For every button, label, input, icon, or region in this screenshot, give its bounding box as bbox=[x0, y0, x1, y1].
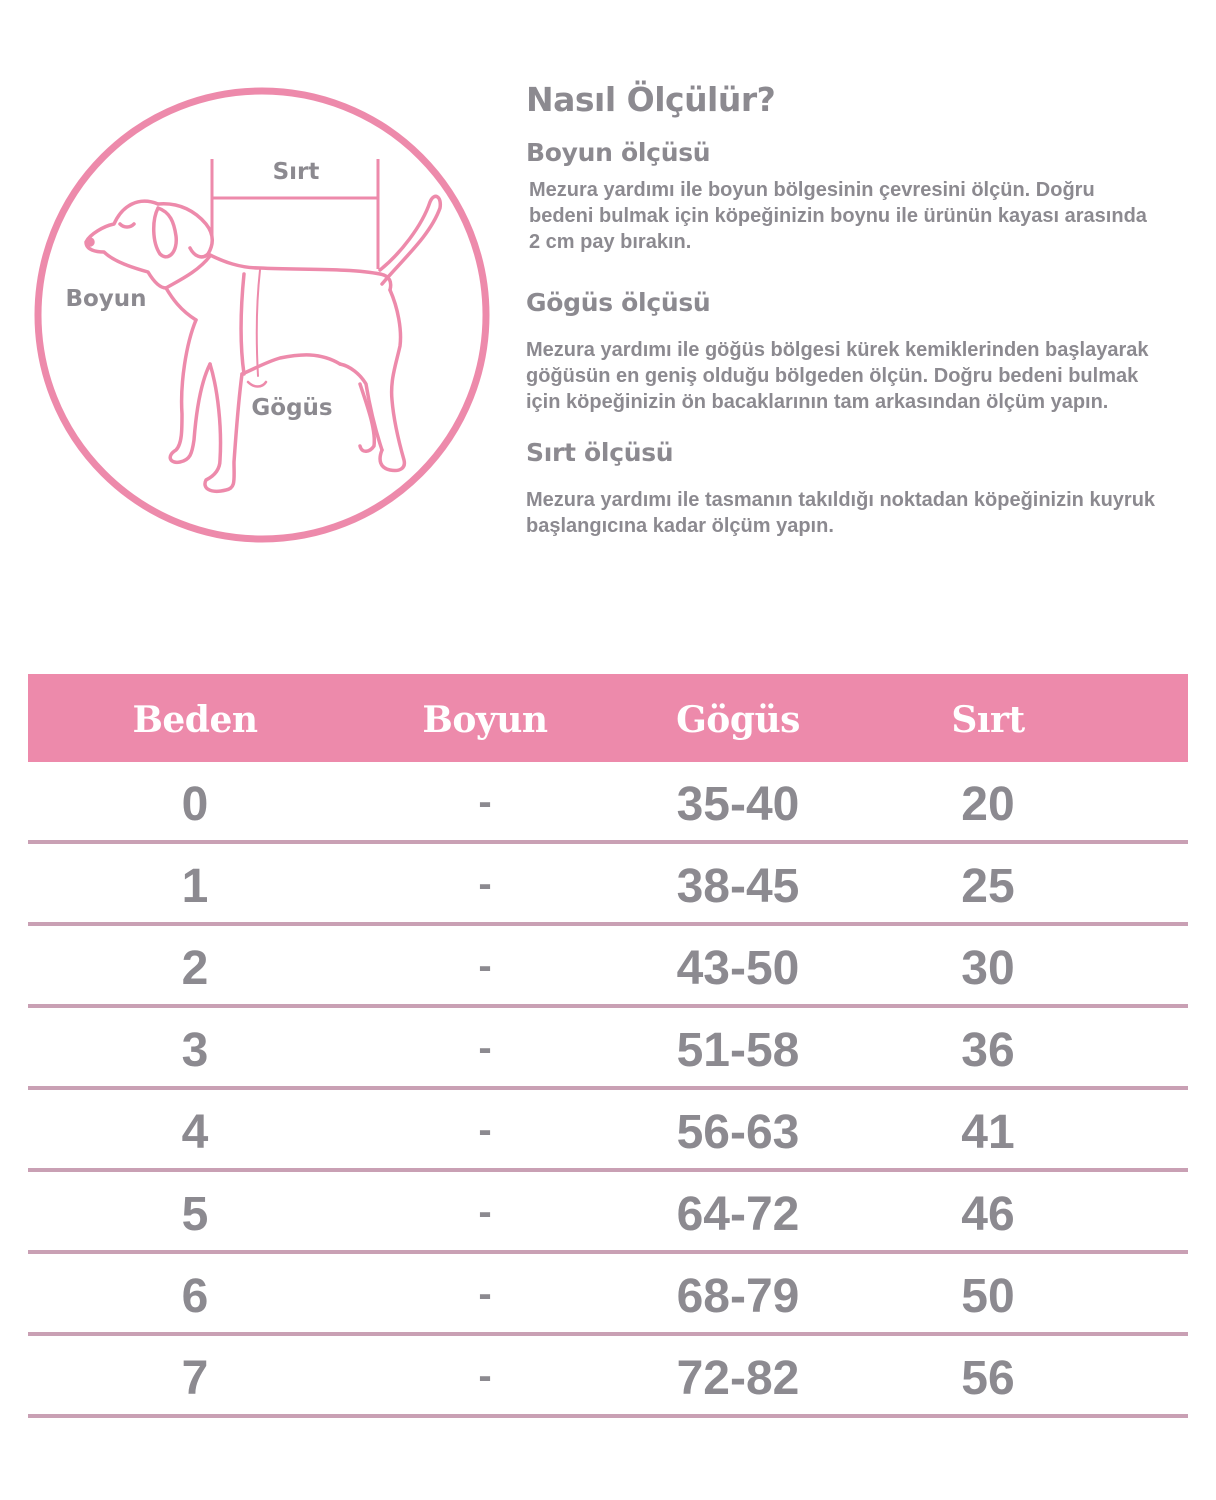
cell-size: 7 bbox=[181, 1352, 209, 1405]
cell-neck: - bbox=[478, 1190, 492, 1234]
cell-neck: - bbox=[478, 862, 492, 906]
cell-chest: 64-72 bbox=[676, 1188, 800, 1241]
cell-chest: 38-45 bbox=[676, 860, 800, 913]
section-text-line: Mezura yardımı ile boyun bölgesinin çevresini ölçün. Doğru bbox=[529, 179, 1095, 201]
section-title: Boyun ölçüsü bbox=[526, 138, 711, 167]
chest-section bbox=[526, 288, 1148, 415]
section-text-line: Mezura yardımı ile göğüs bölgesi kürek kemiklerinden başlayarak bbox=[526, 339, 1149, 361]
dog-outline-icon bbox=[86, 196, 440, 491]
table-row bbox=[28, 1254, 1188, 1336]
section-text-line: göğüsün en geniş olduğu bölgeden ölçün. Doğru bedeni bulmak bbox=[526, 365, 1139, 387]
section-text-line: başlangıcına kadar ölçüm yapın. bbox=[526, 515, 834, 537]
column-header-neck: Boyun bbox=[422, 699, 548, 741]
cell-neck: - bbox=[478, 1272, 492, 1316]
table-row bbox=[28, 1336, 1188, 1418]
table-row bbox=[28, 844, 1188, 926]
table-header bbox=[28, 674, 1188, 762]
size-table bbox=[28, 674, 1188, 1418]
column-header-chest: Gögüs bbox=[676, 699, 800, 741]
dog-measure-illustration bbox=[30, 84, 494, 548]
cell-back: 50 bbox=[961, 1270, 1015, 1323]
neck-section bbox=[526, 138, 1147, 255]
cell-back: 41 bbox=[961, 1106, 1015, 1159]
cell-size: 6 bbox=[181, 1270, 209, 1323]
cell-back: 30 bbox=[961, 942, 1015, 995]
cell-back: 25 bbox=[961, 860, 1015, 913]
section-title: Gögüs ölçüsü bbox=[526, 288, 711, 317]
cell-chest: 56-63 bbox=[676, 1106, 800, 1159]
cell-chest: 35-40 bbox=[676, 778, 800, 831]
page-title: Nasıl Ölçülür? bbox=[526, 80, 776, 119]
cell-chest: 68-79 bbox=[676, 1270, 800, 1323]
cell-neck: - bbox=[478, 1026, 492, 1070]
cell-neck: - bbox=[478, 1354, 492, 1398]
section-text-line: için köpeğinizin ön bacaklarının tam arkasından ölçüm yapın. bbox=[526, 391, 1109, 413]
cell-size: 0 bbox=[181, 778, 209, 831]
table-row bbox=[28, 926, 1188, 1008]
cell-back: 46 bbox=[961, 1188, 1015, 1241]
cell-size: 3 bbox=[181, 1024, 209, 1077]
chest-label: Gögüs bbox=[251, 395, 333, 421]
measurement-diagram bbox=[30, 84, 494, 548]
cell-neck: - bbox=[478, 1108, 492, 1152]
cell-back: 36 bbox=[961, 1024, 1015, 1077]
section-text-line: 2 cm pay bırakın. bbox=[529, 231, 692, 253]
cell-back: 56 bbox=[961, 1352, 1015, 1405]
cell-size: 5 bbox=[181, 1188, 209, 1241]
cell-chest: 43-50 bbox=[676, 942, 800, 995]
table-row bbox=[28, 762, 1188, 844]
cell-back: 20 bbox=[961, 778, 1015, 831]
cell-size: 2 bbox=[181, 942, 209, 995]
table-row bbox=[28, 1008, 1188, 1090]
neck-label: Boyun bbox=[65, 286, 147, 312]
cell-neck: - bbox=[478, 944, 492, 988]
back-section bbox=[526, 438, 1155, 539]
section-text-line: Mezura yardımı ile tasmanın takıldığı noktadan köpeğinizin kuyruk bbox=[526, 489, 1156, 511]
cell-chest: 51-58 bbox=[676, 1024, 800, 1077]
cell-size: 1 bbox=[181, 860, 209, 913]
section-text-line: bedeni bulmak için köpeğinizin boynu ile ürünün kayası arasında bbox=[529, 205, 1147, 227]
cell-size: 4 bbox=[181, 1106, 209, 1159]
column-header-size: Beden bbox=[132, 699, 258, 741]
table-row bbox=[28, 1172, 1188, 1254]
column-header-back: Sırt bbox=[951, 699, 1025, 741]
section-title: Sırt ölçüsü bbox=[526, 438, 674, 467]
back-label: Sırt bbox=[272, 159, 320, 185]
table-row bbox=[28, 1090, 1188, 1172]
cell-chest: 72-82 bbox=[676, 1352, 800, 1405]
frame-circle bbox=[38, 91, 486, 539]
cell-neck: - bbox=[478, 780, 492, 824]
